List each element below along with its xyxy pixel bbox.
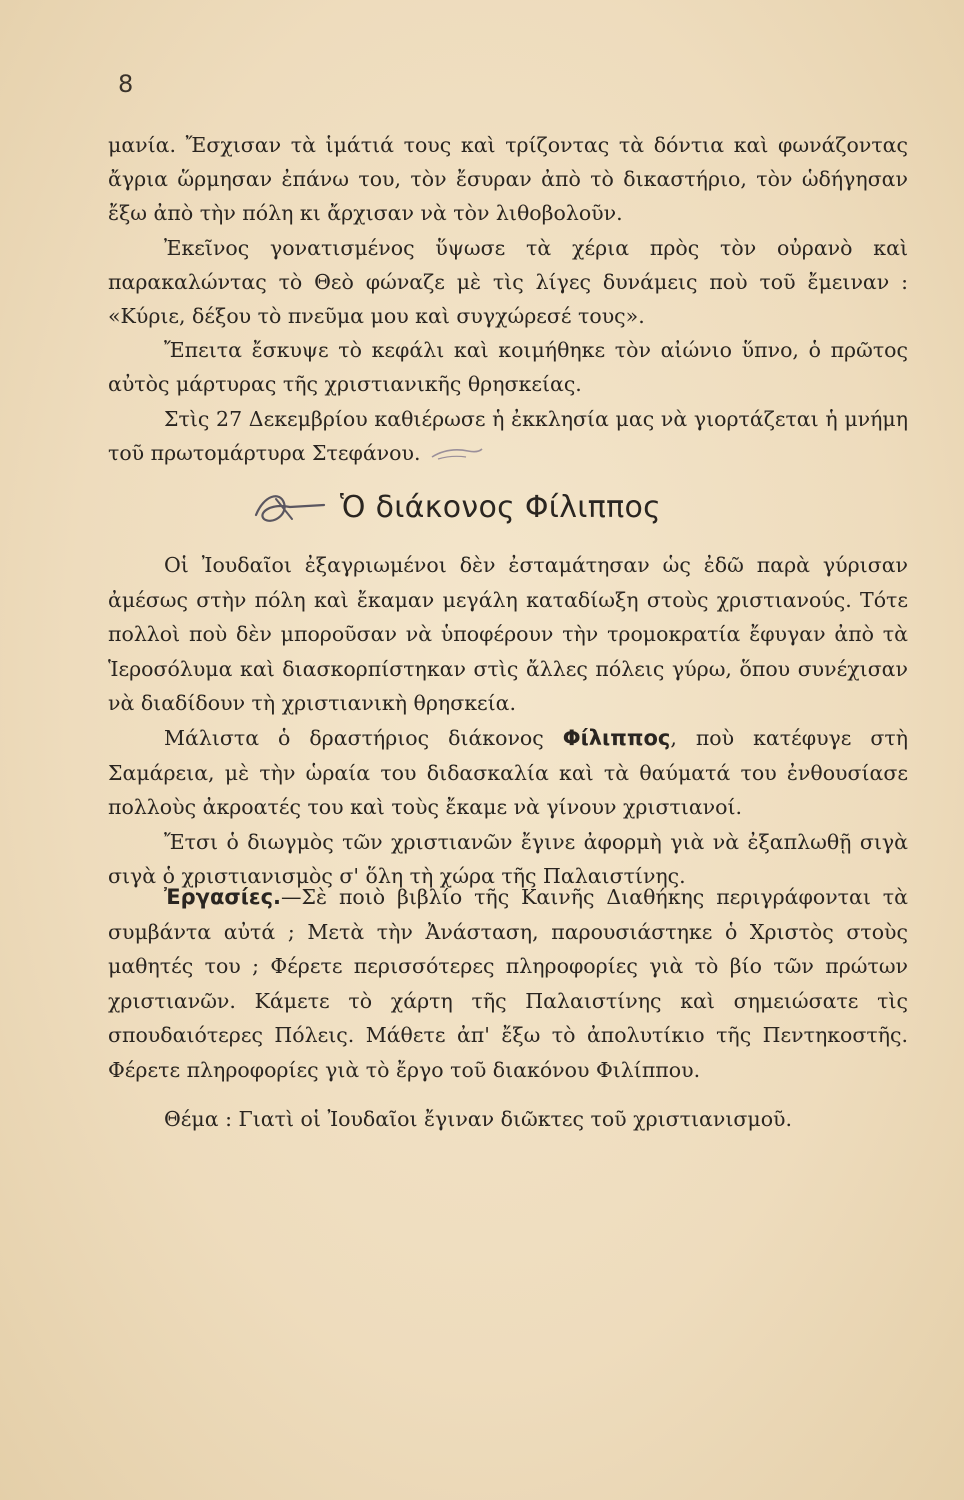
- emphasized-name: Φίλιππος: [562, 725, 671, 750]
- paragraph: Οἱ Ἰουδαῖοι ἐξαγριωμένοι δὲν ἐσταμάτησαν ὡς ἐδῶ παρὰ γύρισαν ἀμέσως στὴν πόλη καὶ ἔκαμαν μεγάλη καταδίωξη στοὺς χριστιανούς. Τότε πολλοὶ ποὺ δὲν μποροῦσαν νὰ ὑποφέρουν τὴν τρομοκρατία ἔφυγαν ἀπὸ τὰ Ἱεροσόλυμα καὶ διασκορπίστηκαν στὶς ἄλλες πόλεις γύρω, ὅπου συνέχισαν νὰ διαδίδουν τὴ χριστιανικὴ θρησκεία.: [108, 553, 908, 716]
- exercises-paragraph: [108, 880, 908, 1088]
- theme-text: Γιατὶ οἱ Ἰουδαῖοι ἔγιναν διῶκτες τοῦ χριστιανισμοῦ.: [232, 1106, 793, 1131]
- exercises-section: [108, 880, 908, 1136]
- paragraph: Ἔτσι ὁ διωγμὸς τῶν χριστιανῶν ἔγινε ἀφορμὴ γιὰ νὰ ἐξαπλωθῇ σιγὰ σιγὰ ὁ χριστιανισμὸς σ' ὅλη τὴ χώρα τῆς Παλαιστίνης.: [108, 829, 908, 889]
- exercises-dash: —: [281, 885, 302, 909]
- section-stephen-martyrdom: [108, 128, 908, 470]
- paragraph: [108, 721, 908, 825]
- section-title: Ὁ διάκονος Φίλιππος: [340, 489, 662, 525]
- paragraph: Ἐκεῖνος γονατισμένος ὕψωσε τὰ χέρια πρὸς τὸν οὐρανὸ καὶ παρακαλώντας τὸ Θεὸ φώναζε μὲ τὶς λίγες δυνάμεις ποὺ τοῦ ἔμειναν : «Κύριε, δέξου τὸ πνεῦμα μου καὶ συγχώρεσέ τους».: [108, 235, 908, 329]
- pencil-mark-icon: [428, 445, 484, 463]
- paragraph: μανία. Ἔσχισαν τὰ ἱμάτιά τους καὶ τρίζοντας τὰ δόντια καὶ φωνάζοντας ἄγρια ὥρμησαν ἐπάνω του, τὸν ἔσυραν ἀπὸ τὸ δικαστήριο, τὸν ὡδήγησαν ἔξω ἀπὸ τὴν πόλη κι ἄρχισαν νὰ τὸν λιθοβολοῦν.: [108, 133, 908, 226]
- exercises-text: Σὲ ποιὸ βιβλίο τῆς Καινῆς Διαθήκης περιγράφονται τὰ συμβάντα αὐτά ; Μετὰ τὴν Ἀνάσταση, παρουσιάστηκε ὁ Χριστὸς στοὺς μαθητές του ; Φέρετε περισσότερες πληροφορίες γιὰ τὸ βίο τῶν πρώτων χριστιανῶν. Κάμετε τὸ χάρτη τῆς Παλαιστίνης καὶ σημειώσατε τὶς σπουδαιότερες Πόλεις. Μάθετε ἀπ' ἔξω τὸ ἀπολυτίκιο τῆς Πεντηκοστῆς. Φέρετε πληροφορίες γιὰ τὸ ἔργο τοῦ διακόνου Φιλίππου.: [108, 885, 908, 1082]
- paragraph-text: , ποὺ κατέφυγε στὴ Σαμάρεια, μὲ τὴν ὡραία του διδασκαλία καὶ τὰ θαύματά του ἐνθουσίασε πολλοὺς ἀκροατές του καὶ τοὺς ἔκαμε νὰ γίνουν χριστιανοί.: [108, 725, 908, 820]
- section-philip: [108, 548, 908, 894]
- section-heading: [250, 485, 661, 529]
- hand-drawn-flourish-icon: [250, 485, 328, 529]
- paragraph-text: Στὶς 27 Δεκεμβρίου καθιέρωσε ἡ ἐκκλησία μας νὰ γιορτάζεται ἡ μνήμη τοῦ πρωτομάρτυρα Στεφάνου.: [108, 406, 908, 465]
- page-number: 8: [118, 70, 134, 98]
- theme-paragraph: [108, 1102, 908, 1137]
- paragraph-text: Μάλιστα ὁ δραστήριος διάκονος: [164, 725, 563, 750]
- theme-label: Θέμα :: [164, 1106, 233, 1131]
- paragraph: Ἔπειτα ἔσκυψε τὸ κεφάλι καὶ κοιμήθηκε τὸν αἰώνιο ὕπνο, ὁ πρῶτος αὐτὸς μάρτυρας τῆς χριστιανικῆς θρησκείας.: [108, 338, 908, 397]
- exercises-label: Ἐργασίες.: [164, 885, 282, 909]
- paragraph: [108, 402, 908, 470]
